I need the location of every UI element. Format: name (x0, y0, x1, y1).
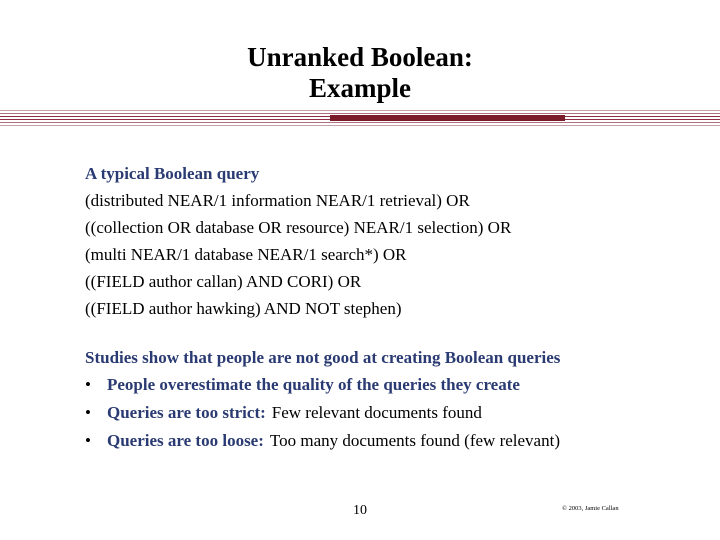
bullet-text: Too many documents found (few relevant) (269, 431, 560, 450)
bullet-item (85, 427, 705, 455)
divider-line (0, 125, 720, 126)
slide-title (0, 42, 720, 104)
query-line: ((collection OR database OR resource) NEAR/1 selection) OR (85, 218, 512, 237)
page-number: 10 (353, 503, 367, 518)
query-line: (multi NEAR/1 database NEAR/1 search*) OR (85, 245, 407, 264)
section1-heading: A typical Boolean query (85, 164, 260, 183)
divider-line (0, 113, 720, 114)
divider-line (0, 110, 720, 111)
bullet-item (85, 371, 705, 399)
section-gap (85, 322, 705, 344)
divider-line (0, 122, 720, 123)
bullet-bold-text: Queries are too loose: (107, 431, 264, 450)
bullet-bold-text: Queries are too strict: (107, 403, 266, 422)
bullet-bold-text: People overestimate the quality of the queries they create (107, 375, 520, 394)
bullet-icon: • (85, 375, 91, 394)
bullet-icon: • (85, 403, 91, 422)
bullet-icon: • (85, 431, 91, 450)
slide-body (85, 160, 705, 455)
query-line: ((FIELD author callan) AND CORI) OR (85, 272, 362, 291)
bullet-text: Few relevant documents found (271, 403, 482, 422)
query-line: (distributed NEAR/1 information NEAR/1 retrieval) OR (85, 191, 470, 210)
section2-heading: Studies show that people are not good at creating Boolean queries (85, 348, 561, 367)
bullet-item (85, 399, 705, 427)
query-line: ((FIELD author hawking) AND NOT stephen) (85, 299, 402, 318)
copyright-notice: © 2003, Jamie Callan (562, 505, 619, 512)
divider-accent-bar (330, 115, 565, 121)
title-divider (0, 110, 720, 128)
title-line-1: Unranked Boolean: (247, 42, 473, 72)
title-line-2: Example (308, 73, 411, 103)
